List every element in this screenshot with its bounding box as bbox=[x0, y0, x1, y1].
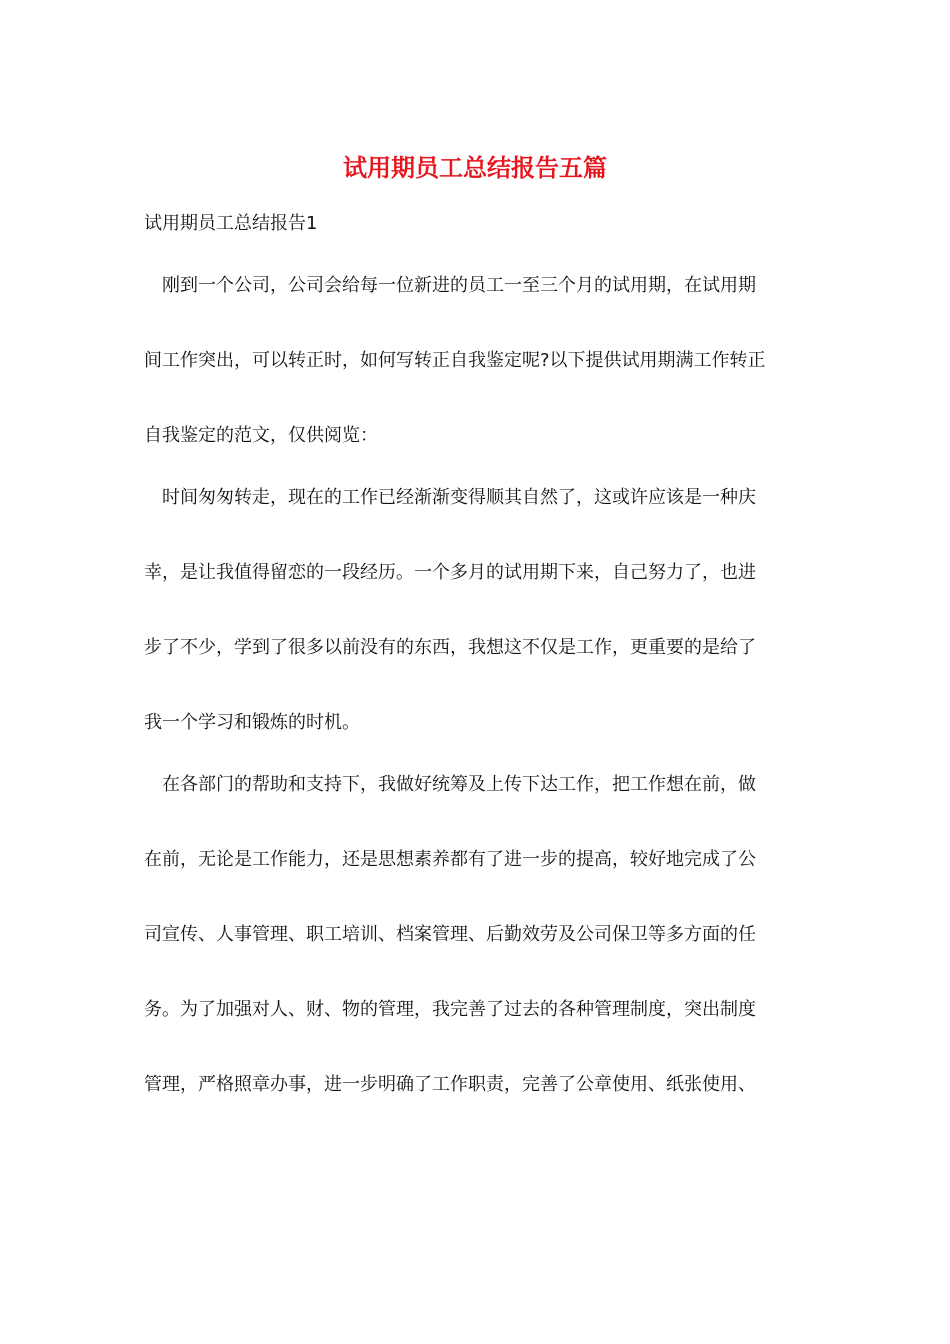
body-line-6: 步了不少，学到了很多以前没有的东西，我想这不仅是工作，更重要的是给了 bbox=[144, 637, 756, 658]
section-heading: 试用期员工总结报告1 bbox=[144, 213, 318, 234]
body-line-1: 刚到一个公司，公司会给每一位新进的员工一至三个月的试用期，在试用期 bbox=[162, 275, 756, 296]
body-line-11: 务。为了加强对人、财、物的管理，我完善了过去的各种管理制度，突出制度 bbox=[144, 999, 756, 1020]
body-line-2: 间工作突出，可以转正时，如何写转正自我鉴定呢?以下提供试用期满工作转正 bbox=[144, 350, 766, 371]
body-line-7: 我一个学习和锻炼的时机。 bbox=[144, 712, 360, 733]
body-line-8: 在各部门的帮助和支持下，我做好统筹及上传下达工作，把工作想在前，做 bbox=[162, 774, 756, 795]
body-line-5: 幸，是让我值得留恋的一段经历。一个多月的试用期下来，自己努力了，也进 bbox=[144, 562, 756, 583]
document-title: 试用期员工总结报告五篇 bbox=[343, 153, 607, 182]
body-line-3: 自我鉴定的范文，仅供阅览： bbox=[144, 425, 378, 446]
body-line-9: 在前，无论是工作能力，还是思想素养都有了进一步的提高，较好地完成了公 bbox=[144, 849, 756, 870]
body-line-12: 管理，严格照章办事，进一步明确了工作职责，完善了公章使用、纸张使用、 bbox=[144, 1074, 756, 1095]
body-line-4: 时间匆匆转走，现在的工作已经渐渐变得顺其自然了，这或许应该是一种庆 bbox=[162, 487, 756, 508]
body-line-10: 司宣传、人事管理、职工培训、档案管理、后勤效劳及公司保卫等多方面的任 bbox=[144, 924, 756, 945]
